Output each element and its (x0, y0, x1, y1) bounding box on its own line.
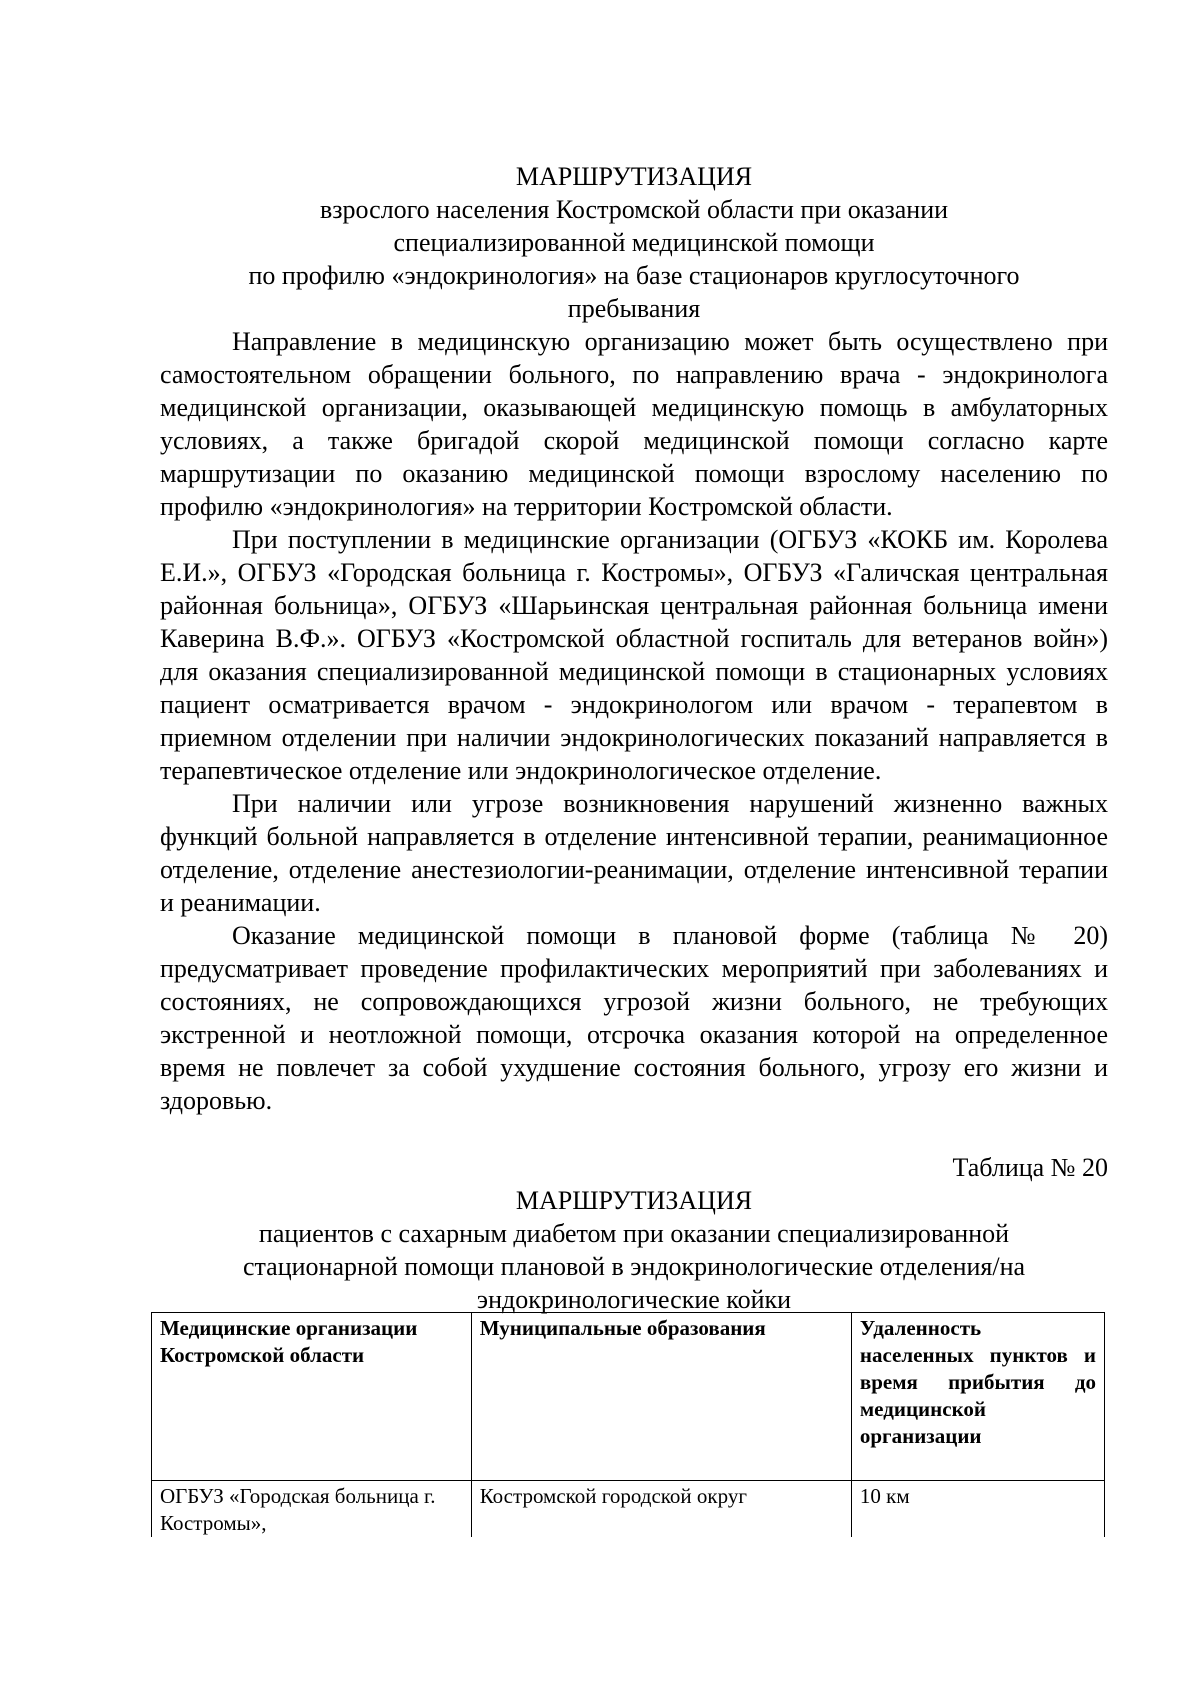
paragraph-planned-care: Оказание медицинской помощи в плановой форме (таблица № 20) предусматривает проведение профилактических мероприятий при заболеваниях и состояниях, не сопровождающихся угрозой жизни больного, не требующих экстренной и неотложной помощи, отсрочка оказания которой на определенное время не повлечет за собой ухудшение состояния больного, угрозу его жизни и здоровью. (160, 921, 1108, 1115)
document-subtitle-line: специализированной медицинской помощи (393, 228, 875, 257)
table-subtitle-line: пациентов с сахарным диабетом при оказании специализированной (258, 1219, 1010, 1248)
table-subtitle-line: стационарной помощи плановой в эндокринологические отделения/на (242, 1252, 1026, 1281)
cell-organization: ОГБУЗ «Городская больница г. Костромы», (152, 1481, 472, 1538)
document-subtitle-line: по профилю «эндокринология» на базе стационаров круглосуточного (248, 261, 1020, 290)
table-caption: Таблица № 20 (952, 1153, 1108, 1182)
header-medical-organizations: Медицинские организации Костромской области (152, 1313, 472, 1481)
document-subtitle-line: пребывания (567, 294, 701, 323)
paragraph-referral: Направление в медицинскую организацию может быть осуществлено при самостоятельном обращении больного, по направлению врача - эндокринолога медицинской организации, оказывающей медицинскую помощь в амбулаторных условиях, а также бригадой скорой медицинской помощи согласно карте маршрутизации по оказанию медицинской помощи взрослому населению по профилю «эндокринология» на территории Костромской области. (160, 327, 1108, 521)
document-title: МАРШРУТИЗАЦИЯ (515, 162, 753, 191)
document-subtitle-line: взрослого населения Костромской области при оказании (319, 195, 949, 224)
routing-table (151, 1312, 1105, 1537)
table-header-row (152, 1313, 1105, 1481)
table-title-block (160, 1184, 1108, 1316)
document-page (160, 160, 1108, 1537)
cell-distance: 10 км (851, 1481, 1104, 1538)
table-title: МАРШРУТИЗАЦИЯ (515, 1186, 753, 1215)
header-municipalities: Муниципальные образования (471, 1313, 851, 1481)
table-subtitle-line: эндокринологические койки (476, 1285, 792, 1314)
paragraph-admission: При поступлении в медицинские организации (ОГБУЗ «КОКБ им. Королева Е.И.», ОГБУЗ «Городская больница г. Костромы», ОГБУЗ «Галичская центральная районная больница», ОГБУЗ «Шарьинская центральная районная больница имени Каверина В.Ф.». ОГБУЗ «Костромской областной госпиталь для ветеранов войн») для оказания специализированной медицинской помощи в стационарных условиях пациент осматривается врачом - эндокринологом или врачом - терапевтом в приемном отделении при наличии эндокринологических показаний направляется в терапевтическое отделение или эндокринологическое отделение. (160, 525, 1108, 785)
document-header (160, 160, 1108, 325)
cell-municipality: Костромской городской округ (471, 1481, 851, 1538)
paragraph-intensive-care: При наличии или угрозе возникновения нарушений жизненно важных функций больной направляется в отделение интенсивной терапии, реанимационное отделение, отделение анестезиологии-реанимации, отделение интенсивной терапии и реанимации. (160, 789, 1108, 917)
table-row (152, 1481, 1105, 1538)
header-distance: Удаленность населенных пунктов и время прибытия до медицинской организации (851, 1313, 1104, 1481)
